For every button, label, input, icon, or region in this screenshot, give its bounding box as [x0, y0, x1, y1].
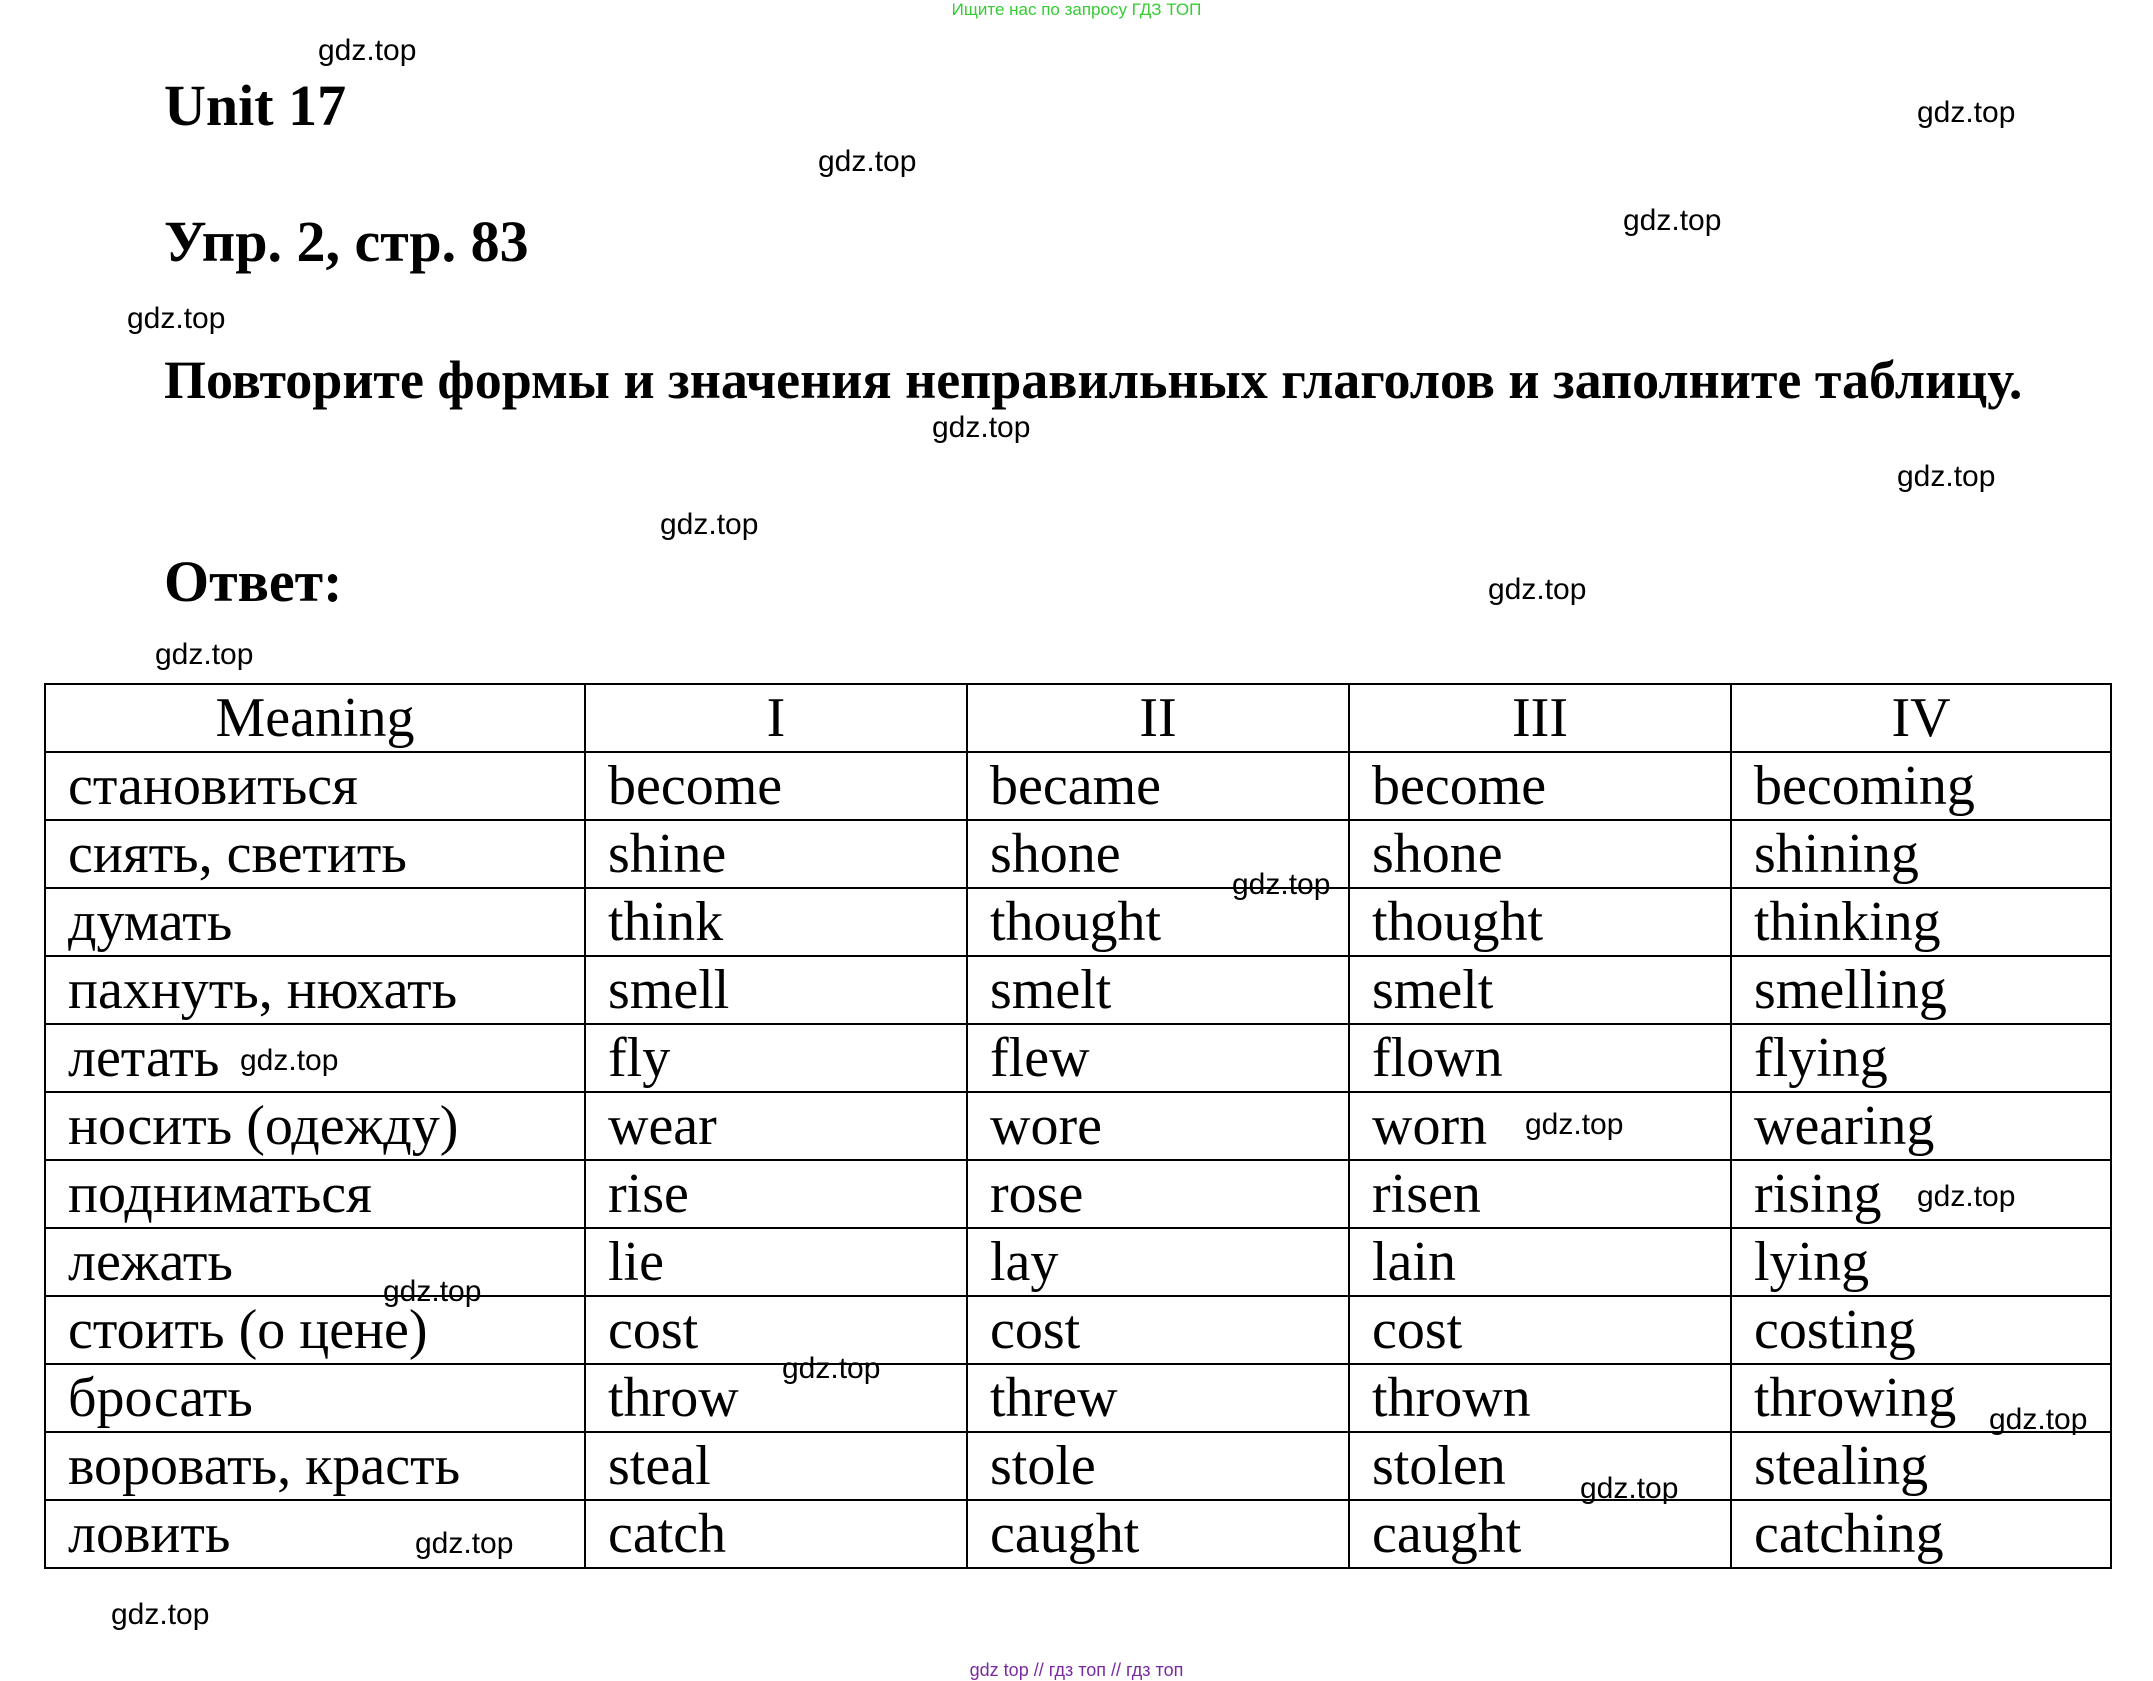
- watermark: gdz.top: [1232, 868, 1331, 901]
- cell-form-1: rise: [585, 1160, 967, 1228]
- table-row: [45, 1296, 2111, 1364]
- unit-title: Unit 17: [164, 73, 347, 138]
- table-row: [45, 1024, 2111, 1092]
- cell-form-3: become: [1349, 752, 1731, 820]
- cell-form-2: shone: [967, 820, 1349, 888]
- cell-meaning: пахнуть, нюхать: [45, 956, 585, 1024]
- cell-form-3: thought: [1349, 888, 1731, 956]
- watermark: gdz.top: [127, 302, 226, 335]
- watermark: gdz.top: [415, 1527, 514, 1560]
- cell-form-1: shine: [585, 820, 967, 888]
- watermark: gdz.top: [318, 34, 417, 67]
- watermark: gdz.top: [782, 1352, 881, 1385]
- cell-form-2: threw: [967, 1364, 1349, 1432]
- cell-form-2: thought: [967, 888, 1349, 956]
- table-row: [45, 1160, 2111, 1228]
- cell-form-4: thinking: [1731, 888, 2111, 956]
- table-row: [45, 1500, 2111, 1568]
- header-form-2: II: [967, 684, 1349, 752]
- cell-form-4: costing: [1731, 1296, 2111, 1364]
- cell-form-3: stolen: [1349, 1432, 1731, 1500]
- cell-meaning: лежать: [45, 1228, 585, 1296]
- cell-form-1: become: [585, 752, 967, 820]
- cell-form-2: rose: [967, 1160, 1349, 1228]
- watermark: gdz.top: [240, 1044, 339, 1077]
- cell-meaning: ловить: [45, 1500, 585, 1568]
- cell-form-1: lie: [585, 1228, 967, 1296]
- watermark: gdz.top: [1917, 96, 2016, 129]
- cell-meaning: становиться: [45, 752, 585, 820]
- table-row: [45, 1092, 2111, 1160]
- watermark: gdz.top: [1580, 1472, 1679, 1505]
- cell-form-1: fly: [585, 1024, 967, 1092]
- cell-form-3: smelt: [1349, 956, 1731, 1024]
- watermark: gdz.top: [1623, 204, 1722, 237]
- cell-form-1: throw: [585, 1364, 967, 1432]
- watermark: gdz.top: [1897, 460, 1996, 493]
- exercise-title: Упр. 2, стр. 83: [164, 209, 529, 274]
- cell-form-2: lay: [967, 1228, 1349, 1296]
- cell-form-4: becoming: [1731, 752, 2111, 820]
- cell-form-2: stole: [967, 1432, 1349, 1500]
- table-row: [45, 1432, 2111, 1500]
- watermark: gdz.top: [1488, 573, 1587, 606]
- cell-meaning: летать: [45, 1024, 585, 1092]
- cell-form-1: think: [585, 888, 967, 956]
- watermark: gdz.top: [818, 145, 917, 178]
- cell-form-2: caught: [967, 1500, 1349, 1568]
- watermark: gdz.top: [1917, 1180, 2016, 1213]
- top-banner: Ищите нас по запросу ГДЗ ТОП: [951, 0, 1202, 19]
- watermark: gdz.top: [383, 1275, 482, 1308]
- cell-form-3: lain: [1349, 1228, 1731, 1296]
- table-row: [45, 1364, 2111, 1432]
- instruction-text: Повторите формы и значения неправильных глаголов и заполните таблицу.: [164, 350, 2023, 410]
- header-form-3: III: [1349, 684, 1731, 752]
- cell-meaning: сиять, светить: [45, 820, 585, 888]
- footer-links: gdz top // гдз топ // гдз топ: [969, 1660, 1184, 1680]
- watermark: gdz.top: [660, 508, 759, 541]
- cell-form-4: wearing: [1731, 1092, 2111, 1160]
- table-row: [45, 820, 2111, 888]
- cell-form-1: wear: [585, 1092, 967, 1160]
- table-row: [45, 752, 2111, 820]
- table-row: [45, 1228, 2111, 1296]
- header-form-4: IV: [1731, 684, 2111, 752]
- cell-meaning: носить (одежду): [45, 1092, 585, 1160]
- cell-form-1: cost: [585, 1296, 967, 1364]
- cell-form-2: cost: [967, 1296, 1349, 1364]
- cell-form-3: risen: [1349, 1160, 1731, 1228]
- cell-form-4: shining: [1731, 820, 2111, 888]
- cell-form-3: thrown: [1349, 1364, 1731, 1432]
- cell-meaning: бросать: [45, 1364, 585, 1432]
- cell-form-4: rising: [1731, 1160, 2111, 1228]
- cell-form-2: became: [967, 752, 1349, 820]
- watermark: gdz.top: [1525, 1108, 1624, 1141]
- cell-form-3: flown: [1349, 1024, 1731, 1092]
- cell-form-4: stealing: [1731, 1432, 2111, 1500]
- header-form-1: I: [585, 684, 967, 752]
- cell-form-4: throwing: [1731, 1364, 2111, 1432]
- header-meaning: Meaning: [45, 684, 585, 752]
- cell-form-4: flying: [1731, 1024, 2111, 1092]
- cell-meaning: стоить (о цене): [45, 1296, 585, 1364]
- cell-form-2: flew: [967, 1024, 1349, 1092]
- cell-form-1: steal: [585, 1432, 967, 1500]
- cell-form-2: smelt: [967, 956, 1349, 1024]
- cell-meaning: подниматься: [45, 1160, 585, 1228]
- cell-form-4: smelling: [1731, 956, 2111, 1024]
- cell-form-1: smell: [585, 956, 967, 1024]
- cell-form-3: caught: [1349, 1500, 1731, 1568]
- cell-meaning: воровать, красть: [45, 1432, 585, 1500]
- cell-form-1: catch: [585, 1500, 967, 1568]
- answer-label: Ответ:: [164, 549, 343, 614]
- watermark: gdz.top: [932, 411, 1031, 444]
- verb-forms-table: [44, 683, 2112, 1569]
- table-row: [45, 956, 2111, 1024]
- cell-form-3: cost: [1349, 1296, 1731, 1364]
- cell-form-2: wore: [967, 1092, 1349, 1160]
- cell-form-4: catching: [1731, 1500, 2111, 1568]
- cell-form-4: lying: [1731, 1228, 2111, 1296]
- cell-meaning: думать: [45, 888, 585, 956]
- watermark: gdz.top: [111, 1598, 210, 1631]
- table-header-row: [45, 684, 2111, 752]
- watermark: gdz.top: [155, 638, 254, 671]
- watermark: gdz.top: [1989, 1403, 2088, 1436]
- cell-form-3: shone: [1349, 820, 1731, 888]
- table-row: [45, 888, 2111, 956]
- cell-form-3: worn: [1349, 1092, 1731, 1160]
